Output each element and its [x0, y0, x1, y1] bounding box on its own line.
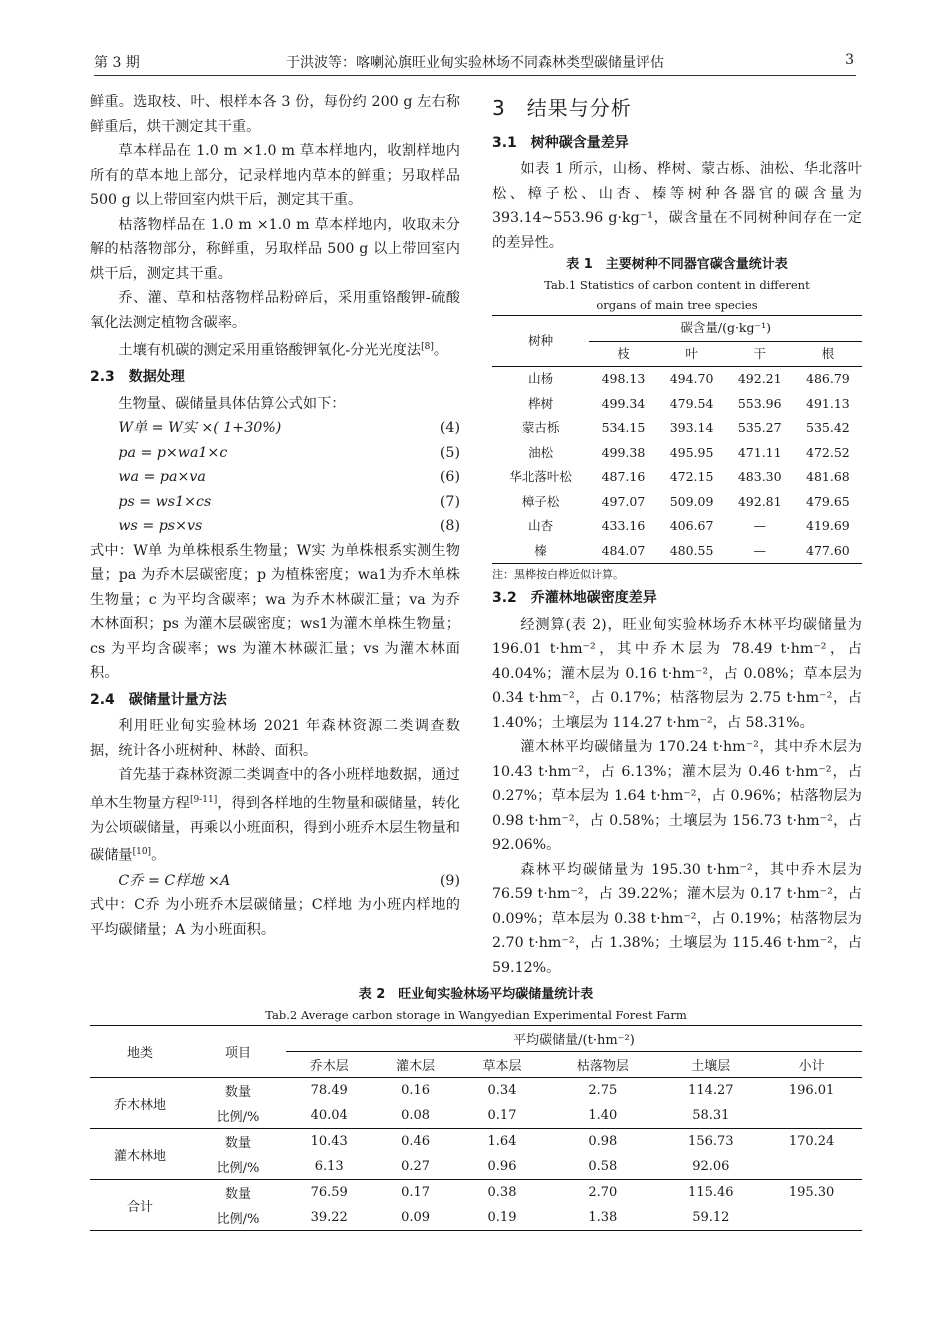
paragraph-text: 土壤有机碳的测定采用重铬酸钾氧化-分光光度法 [118, 342, 422, 359]
value-cell: 0.38 [487, 1185, 517, 1200]
value-cell: 0.16 [401, 1083, 431, 1098]
value-cell: 406.67 [669, 518, 714, 533]
item-cell: 比例/% [190, 1103, 286, 1129]
value-cell: 471.11 [737, 444, 782, 460]
equation-9 [90, 869, 460, 894]
value-cell: 477.60 [806, 542, 850, 558]
value-cell: 498.13 [601, 371, 646, 386]
paragraph: 如表 1 所示，山杨、桦树、蒙古栎、油松、华北落叶松、樟子松、山杏、榛等树种各器官的碳含量为 393.14~553.96 g·kg⁻¹，碳含量在不同树种间存在一定的差异性。 [492, 161, 862, 251]
land-type-cell: 灌木林地 [90, 1129, 190, 1180]
equation-number: (9) [439, 872, 460, 889]
value-cell [761, 1103, 862, 1129]
species-cell: 樟子松 [521, 493, 560, 509]
value-cell: 2.70 [588, 1185, 618, 1200]
value-cell: 114.27 [688, 1083, 734, 1098]
equation-body: W单 = W实 ×( 1+30%) [118, 420, 282, 437]
equation-body: pa = p×wa1×c [118, 444, 228, 461]
table-caption-en: Tab.2 Average carbon storage in Wangyedian Experimental Forest Farm [265, 1008, 687, 1022]
value-cell: 480.55 [669, 542, 714, 558]
value-cell: 509.09 [669, 493, 714, 509]
table-row [90, 1078, 862, 1104]
value-cell: 0.96 [459, 1154, 545, 1180]
paragraph-text: 首先基于森林资源二类调查中的各小班样地数据，通过单木生物量方程 [90, 767, 460, 812]
paragraph: 灌木林平均碳储量为 170.24 t·hm⁻²，其中乔木层为 10.43 t·hm⁻²，占 6.13%；灌木层为 0.46 t·hm⁻²，占 0.27%；草本层为 1.64 t·hm⁻²，占 0.96%；枯落物层为 0.98 t·hm⁻²，占 0.58%；土壤层为 156.73 t·hm⁻²，占 92.06%。 [492, 739, 862, 853]
page-number: 3 [845, 52, 854, 68]
table-caption-en: Tab.1 Statistics of carbon content in different [544, 278, 810, 292]
paragraph: 经测算(表 2)，旺业甸实验林场乔木林平均碳储量为 196.01 t·hm⁻²，其中乔木层为 78.49 t·hm⁻²，占 40.04%；灌木层为 0.16 t·hm⁻²，占 0.08%；草本层为 0.34 t·hm⁻²，占 0.17%；枯落物层为 2.75 t·hm⁻²，占 1.40%；土壤层为 114.27 t·hm⁻²，占 58.31%。 [492, 616, 862, 731]
table-caption-en: organs of main tree species [596, 298, 758, 312]
paragraph-end: 。 [433, 342, 449, 359]
table-row [492, 514, 862, 539]
column-header: 灌木层 [372, 1052, 458, 1078]
value-cell: 156.73 [688, 1134, 734, 1149]
equation-body: C乔 = C样地 ×A [118, 872, 231, 889]
value-cell: 195.30 [788, 1185, 835, 1200]
paragraph: 枯落物样品在 1.0 m ×1.0 m 草本样地内，收取未分解的枯落物部分，称鲜重，另取样品 500 g 以上带回室内烘干后，测定其干重。 [90, 216, 460, 282]
table-2 [90, 985, 862, 1231]
value-cell: 499.38 [601, 444, 646, 460]
table-row [90, 1103, 862, 1129]
value-cell: 1.40 [545, 1103, 660, 1129]
value-cell: 433.16 [601, 518, 646, 533]
value-cell: 393.14 [669, 420, 714, 435]
value-cell: 10.43 [310, 1134, 348, 1149]
section-heading-3-1: 3.1 树种碳含量差异 [492, 134, 629, 151]
table-row [492, 539, 862, 564]
carbon-content-table [492, 315, 862, 564]
value-cell: 1.64 [487, 1134, 517, 1149]
page-header [0, 0, 950, 84]
issue-number: 第 3 期 [94, 55, 140, 71]
value-cell: — [753, 542, 766, 558]
table-caption: 表 2 旺业甸实验林场平均碳储量统计表 [358, 987, 594, 1002]
table-row [492, 392, 862, 417]
table-row [90, 1129, 862, 1155]
paragraph: 森林平均碳储量为 195.30 t·hm⁻²，其中乔木层为 76.59 t·hm⁻²，占 39.22%；灌木层为 0.17 t·hm⁻²，占 0.09%；草本层为 0.38 t·hm⁻²，占 0.19%；枯落物层为 2.70 t·hm⁻²，占 1.38%；土壤层为 115.46 t·hm⁻²，占 59.12%。 [492, 861, 862, 976]
equation-number: (5) [439, 444, 460, 461]
value-cell [761, 1154, 862, 1180]
table-1 [492, 255, 862, 584]
table-note: 注：黑桦按白桦近似计算。 [492, 568, 624, 581]
equation-number: (4) [439, 420, 460, 437]
value-cell: 486.79 [806, 371, 850, 386]
value-cell: 58.31 [660, 1103, 761, 1129]
land-type-cell: 合计 [126, 1199, 153, 1215]
table-row [90, 1154, 862, 1180]
column-group-header: 碳含量/(g·kg⁻¹) [589, 316, 862, 342]
column-header: 小计 [761, 1052, 862, 1078]
table-row [492, 441, 862, 466]
value-cell: 534.15 [601, 420, 646, 435]
equation-4 [90, 416, 460, 441]
table-row [90, 1205, 862, 1231]
species-cell: 山杏 [528, 518, 554, 533]
value-cell: 494.70 [669, 371, 714, 386]
paragraph: 乔、灌、草和枯落物样品粉碎后，采用重铬酸钾-硫酸氧化法测定植物含碳率。 [90, 290, 460, 331]
section-heading-3-2: 3.2 乔灌林地碳密度差异 [492, 590, 657, 606]
value-cell: 479.65 [806, 493, 850, 509]
value-cell [761, 1205, 862, 1231]
section-heading-2-3: 2.3 数据处理 [90, 369, 185, 386]
value-cell: 0.34 [487, 1083, 517, 1098]
equation-8 [90, 514, 460, 539]
value-cell: 0.19 [487, 1210, 517, 1225]
column-header: 土壤层 [660, 1052, 761, 1078]
value-cell: 472.52 [806, 444, 850, 460]
value-cell: 1.38 [588, 1210, 618, 1225]
right-column [492, 90, 862, 980]
value-cell: 0.58 [545, 1154, 660, 1180]
paragraph: 草本样品在 1.0 m ×1.0 m 草本样地内，收割样地内所有的草本地上部分，记录样地内草本的鲜重；另取样品 500 g 以上带回室内烘干后，测定其干重。 [90, 143, 460, 208]
paragraph: 式中：W单 为单株根系生物量；W实 为单株根系实测生物量；pa 为乔木层碳密度；p 为植株密度；wa1为乔木单株生物量；c 为平均含碳率；wa 为乔木林碳汇量；va 为乔木林面积；ps 为灌木层碳密度；ws1为灌木单株生物量；cs 为平均含碳率；ws 为灌木林碳汇量；vs 为灌木林面积。 [90, 542, 460, 682]
citation: [9-11] [189, 794, 218, 805]
value-cell: 495.95 [669, 444, 714, 460]
value-cell: 479.54 [669, 395, 714, 411]
value-cell: 419.69 [806, 518, 850, 533]
equation-number: (7) [439, 493, 460, 510]
paragraph: 生物量、碳储量具体估算公式如下： [118, 395, 346, 412]
column-header: 叶 [658, 341, 726, 367]
paragraph-end: 。 [151, 848, 166, 865]
table-row [492, 367, 862, 392]
value-cell: 59.12 [692, 1210, 730, 1225]
value-cell: 487.16 [601, 469, 646, 484]
species-cell: 油松 [528, 444, 554, 460]
value-cell: 196.01 [788, 1083, 835, 1098]
value-cell: 492.21 [737, 371, 782, 386]
section-heading-3: 3 结果与分析 [492, 96, 632, 120]
species-cell: 桦树 [528, 395, 554, 411]
value-cell: 170.24 [788, 1134, 835, 1149]
value-cell: 39.22 [310, 1210, 348, 1225]
column-group-header: 平均碳储量/(t·hm⁻²) [286, 1026, 862, 1052]
citation: [8] [421, 342, 434, 352]
paragraph: 鲜重。选取枝、叶、根样本各 3 份，每份约 200 g 左右称鲜重后，烘干测定其干重。 [90, 94, 460, 135]
value-cell: 115.46 [688, 1185, 734, 1200]
column-header: 树种 [492, 316, 589, 367]
value-cell: 76.59 [310, 1185, 348, 1200]
value-cell: 40.04 [286, 1103, 372, 1129]
value-cell: 535.42 [806, 420, 850, 435]
value-cell: 0.27 [372, 1154, 458, 1180]
value-cell: 0.08 [372, 1103, 458, 1129]
item-cell: 数量 [224, 1136, 251, 1151]
equation-number: (8) [439, 518, 460, 535]
value-cell: 481.68 [806, 469, 850, 484]
column-header: 根 [794, 341, 862, 367]
carbon-storage-table [90, 1025, 862, 1231]
value-cell: 78.49 [310, 1083, 348, 1098]
value-cell: 0.98 [588, 1134, 618, 1149]
equation-body: ps = ws1×cs [118, 493, 212, 510]
value-cell: 535.27 [737, 420, 782, 435]
column-header: 地类 [90, 1026, 190, 1078]
value-cell: 492.81 [737, 493, 782, 509]
value-cell: 0.17 [401, 1185, 431, 1200]
table-caption: 表 1 主要树种不同器官碳含量统计表 [566, 257, 788, 272]
item-cell: 比例/% [190, 1154, 286, 1180]
value-cell: 0.17 [459, 1103, 545, 1129]
citation: [10] [132, 847, 152, 858]
item-cell: 数量 [224, 1187, 251, 1202]
species-cell: 山杨 [528, 371, 554, 386]
value-cell: 553.96 [737, 395, 782, 411]
equation-number: (6) [439, 469, 460, 486]
equation-5 [90, 441, 460, 466]
header-rule [94, 75, 856, 76]
equation-7 [90, 490, 460, 515]
value-cell: 497.07 [601, 493, 646, 509]
species-cell: 华北落叶松 [509, 469, 572, 484]
table-row [492, 490, 862, 515]
land-type-cell: 乔木林地 [90, 1078, 190, 1129]
value-cell: — [753, 518, 766, 533]
species-cell: 蒙古栎 [521, 420, 560, 435]
item-cell: 比例/% [216, 1212, 260, 1227]
value-cell: 499.34 [601, 395, 646, 411]
value-cell: 0.09 [401, 1210, 431, 1225]
value-cell: 0.46 [401, 1134, 431, 1149]
left-column [90, 90, 460, 942]
value-cell: 92.06 [660, 1154, 761, 1180]
column-header: 干 [726, 341, 794, 367]
column-header: 项目 [190, 1026, 286, 1078]
column-header: 枯落物层 [545, 1052, 660, 1078]
paragraph [90, 763, 460, 868]
table-row [90, 1180, 862, 1206]
column-header: 草本层 [459, 1052, 545, 1078]
equation-6 [90, 465, 460, 490]
paragraph: 利用旺业甸实验林场 2021 年森林资源二类调查数据，统计各小班树种、林龄、面积。 [90, 718, 460, 759]
item-cell: 数量 [224, 1085, 251, 1100]
paragraph: 式中：C乔 为小班乔木层碳储量；C样地 为小班内样地的平均碳储量；A 为小班面积。 [90, 897, 460, 938]
species-cell: 榛 [534, 542, 547, 558]
paragraph [90, 335, 460, 363]
value-cell: 2.75 [588, 1083, 618, 1098]
equation-body: wa = pa×va [118, 469, 206, 486]
value-cell: 483.30 [737, 469, 782, 484]
value-cell: 491.13 [806, 395, 850, 411]
table-row [492, 416, 862, 441]
section-heading-2-4: 2.4 碳储量计量方法 [90, 691, 227, 708]
paragraph-text: ，得到各样地的生物量和碳储量，转化为公顷碳储量，再乘以小班面积，得到小班乔木层生物量和碳储量 [90, 795, 460, 865]
value-cell: 484.07 [601, 542, 646, 558]
equation-body: ws = ps×vs [118, 518, 203, 535]
column-header: 乔木层 [286, 1052, 372, 1078]
table-row [492, 465, 862, 490]
column-header: 枝 [589, 341, 657, 367]
running-title: 于洪波等：喀喇沁旗旺业甸实验林场不同森林类型碳储量评估 [286, 55, 664, 71]
value-cell: 472.15 [669, 469, 714, 484]
value-cell: 6.13 [286, 1154, 372, 1180]
